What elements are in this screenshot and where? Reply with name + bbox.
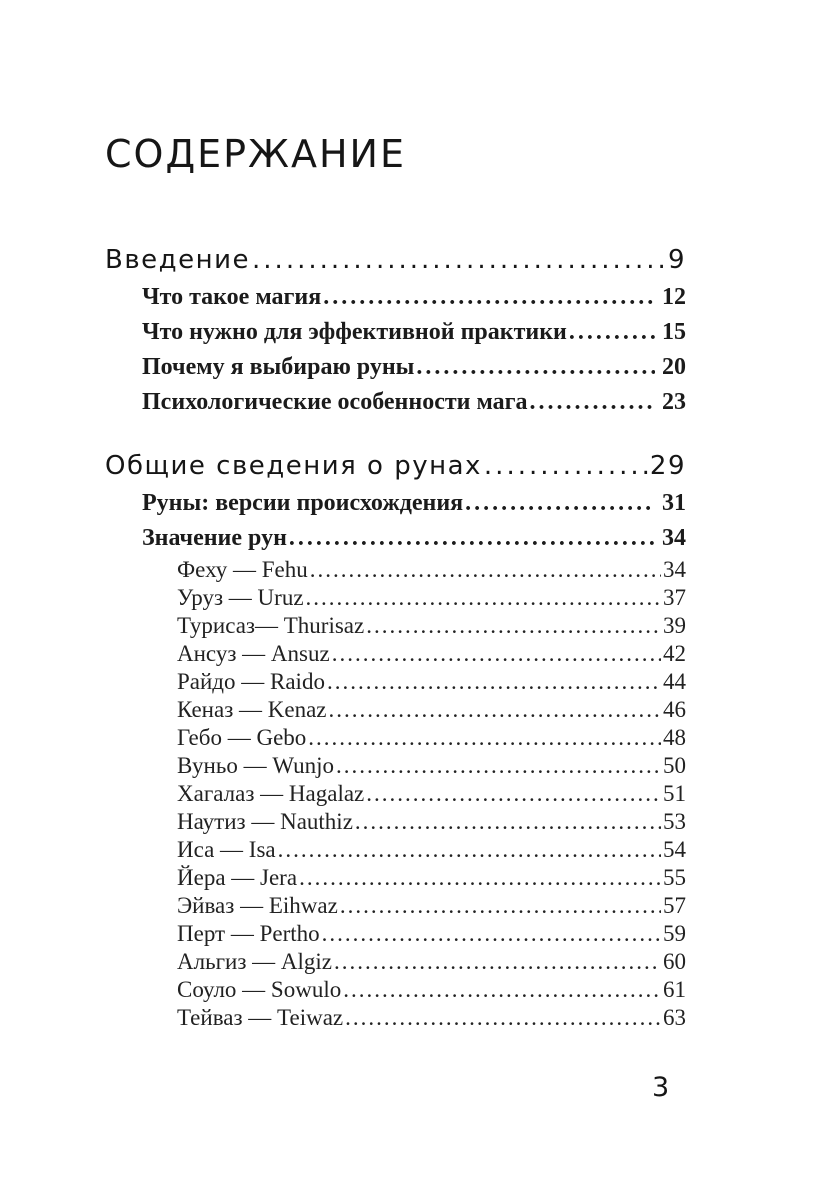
toc-entry-label: Уруз — Uruz — [177, 585, 304, 610]
toc-entry-label: Наутиз — Nauthiz — [177, 809, 353, 834]
toc-entry-page: 44 — [663, 669, 686, 694]
dot-leader — [322, 920, 661, 948]
dot-leader — [310, 556, 661, 584]
toc-section-title-row — [105, 446, 686, 486]
toc-entry-rune — [105, 1004, 686, 1032]
dot-leader — [306, 584, 661, 612]
toc-entry-page: 54 — [663, 837, 686, 862]
dot-leader — [416, 350, 655, 385]
toc-section-introduction — [105, 240, 686, 420]
dot-leader — [366, 780, 661, 808]
dot-leader — [355, 808, 661, 836]
dot-leader — [336, 752, 661, 780]
toc-entry-label: Тейваз — Teiwaz — [177, 1005, 344, 1030]
toc-entry-label: Перт — Pertho — [177, 921, 320, 946]
toc-entry-page: 55 — [663, 865, 686, 890]
toc-section-title-row — [105, 240, 686, 280]
toc-entry-label: Руны: версии происхождения — [142, 490, 464, 516]
toc-entry-label: Хагалаз — Hagalaz — [177, 781, 365, 806]
dot-leader — [332, 640, 661, 668]
toc-entry-rune — [105, 808, 686, 836]
toc-entry-page: 51 — [663, 781, 686, 806]
toc-entry-label: Феху — Fehu — [177, 557, 308, 582]
dot-leader — [289, 521, 655, 556]
toc-entry-rune — [105, 976, 686, 1004]
dot-leader — [329, 696, 661, 724]
dot-leader — [484, 446, 648, 486]
toc-entry-page: 39 — [663, 613, 686, 638]
toc-entry-page: 63 — [663, 1005, 686, 1030]
toc-entry-page: 50 — [663, 753, 686, 778]
dot-leader — [323, 280, 655, 315]
toc-entry-rune — [105, 892, 686, 920]
toc-entry-label: Кеназ — Kenaz — [177, 697, 327, 722]
page-title: СОДЕРЖАНИЕ — [105, 132, 406, 176]
toc-entry — [105, 280, 686, 315]
toc-entry-label: Значение рун — [142, 525, 287, 551]
toc-entry-rune — [105, 640, 686, 668]
dot-leader — [299, 864, 661, 892]
toc-entry-rune — [105, 836, 686, 864]
toc-entry-label: Райдо — Raido — [177, 669, 325, 694]
toc-entry-page: 37 — [663, 585, 686, 610]
toc-entry-page: 12 — [662, 284, 686, 310]
toc-entry-rune — [105, 668, 686, 696]
toc-entry-page: 60 — [663, 949, 686, 974]
toc-entry-page: 9 — [667, 245, 686, 275]
toc-entry-page: 61 — [663, 977, 686, 1002]
dot-leader — [465, 486, 655, 521]
toc-entry-label: Почему я выбираю руны — [142, 354, 415, 380]
toc-entry-page: 34 — [663, 557, 686, 582]
dot-leader — [366, 612, 661, 640]
toc-entry-label: Вуньо — Wunjo — [177, 753, 335, 778]
toc-entry-page: 53 — [663, 809, 686, 834]
toc-entry-label: Психологические особенности мага — [142, 389, 528, 415]
toc-entry-rune — [105, 780, 686, 808]
toc-entry-label: Общие сведения о рунах — [105, 451, 482, 481]
toc-entry — [105, 350, 686, 385]
toc-entry-label: Альгиз — Algiz — [177, 949, 333, 974]
toc-entry-rune — [105, 920, 686, 948]
dot-leader — [340, 892, 661, 920]
toc-entry-label: Гебо — Gebo — [177, 725, 307, 750]
toc-entry-rune — [105, 724, 686, 752]
dot-leader — [252, 240, 666, 280]
toc-entry-rune — [105, 612, 686, 640]
dot-leader — [308, 724, 661, 752]
toc-entry-label: Эйваз — Eihwaz — [177, 893, 338, 918]
dot-leader — [278, 836, 661, 864]
toc-entry-page: 48 — [663, 725, 686, 750]
toc-entry — [105, 521, 686, 556]
toc-entry-label: Ансуз — Ansuz — [177, 641, 330, 666]
toc-entry-page: 34 — [662, 525, 686, 551]
toc-entry-label: Что такое магия — [142, 284, 322, 310]
toc-entry — [105, 486, 686, 521]
toc-entry-page: 31 — [662, 490, 686, 516]
toc-entry-label: Иса — Isa — [177, 837, 276, 862]
page-number: 3 — [652, 1072, 670, 1103]
toc-entry-rune — [105, 696, 686, 724]
toc-entry-label: Что нужно для эффективной практики — [142, 319, 567, 345]
dot-leader — [327, 668, 661, 696]
toc-entry — [105, 315, 686, 350]
toc-entry-page: 59 — [663, 921, 686, 946]
toc-entry-label: Турисаз— Thurisaz — [177, 613, 365, 638]
toc-entry-page: 29 — [649, 451, 686, 481]
toc-entry-page: 20 — [662, 354, 686, 380]
toc-entry-page: 15 — [662, 319, 686, 345]
toc-entry-rune — [105, 584, 686, 612]
toc-entry-page: 46 — [663, 697, 686, 722]
toc-entry-label: Соуло — Sowulo — [177, 977, 342, 1002]
dot-leader — [569, 315, 655, 350]
toc-entry-rune — [105, 752, 686, 780]
toc-entry-page: 23 — [662, 389, 686, 415]
toc-entry-page: 42 — [663, 641, 686, 666]
table-of-contents — [105, 240, 686, 1032]
toc-entry-rune — [105, 948, 686, 976]
dot-leader — [343, 976, 661, 1004]
dot-leader — [334, 948, 661, 976]
dot-leader — [530, 385, 655, 420]
toc-entry-rune — [105, 556, 686, 584]
toc-entry-page: 57 — [663, 893, 686, 918]
toc-entry-label: Введение — [105, 245, 251, 275]
toc-entry-label: Йера — Jera — [177, 865, 298, 890]
toc-entry-rune — [105, 864, 686, 892]
toc-section-runes-overview — [105, 446, 686, 1032]
toc-entry — [105, 385, 686, 420]
dot-leader — [345, 1004, 661, 1032]
